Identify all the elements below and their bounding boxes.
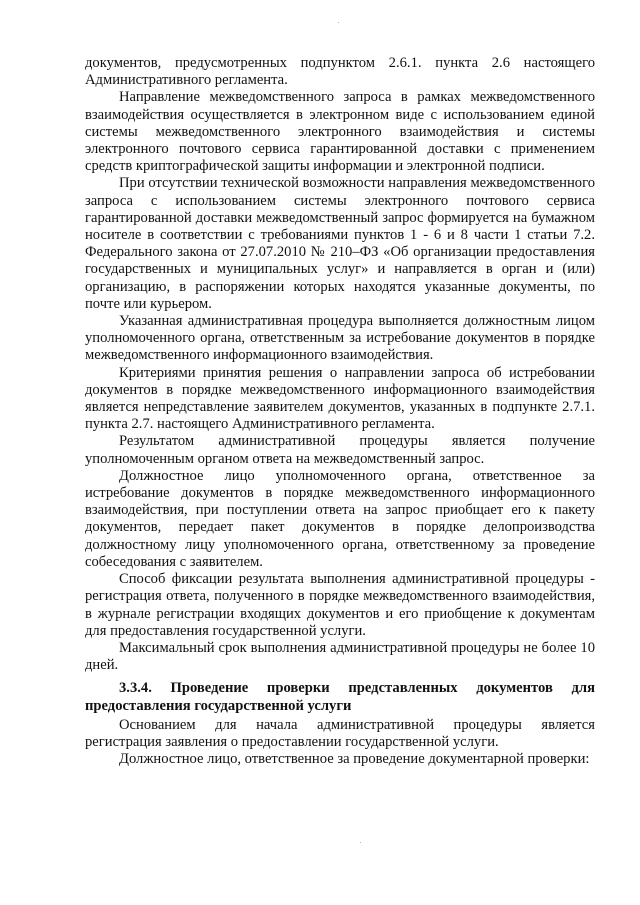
scan-speck — [338, 22, 339, 23]
paragraph-continuation: документов, предусмотренных подпунктом 2.6.1. пункта 2.6 настоящего Административного регламента. — [85, 55, 595, 89]
paragraph-procedure-result: Результатом административной процедуры является получение уполномоченным органом ответа на межведомственный запрос. — [85, 433, 595, 467]
paragraph-decision-criteria: Критериями принятия решения о направлении запроса об истребовании документов в порядке межведомственного информационного взаимодействия является непредставление заявителем документов, указанных в подпункте 2.7.1. пункта 2.7. настоящего Административного регламента. — [85, 364, 595, 433]
document-body — [85, 55, 595, 768]
paragraph-official-actions: Должностное лицо, ответственное за проведение документарной проверки: — [119, 751, 590, 768]
paragraph-responsible-official: Указанная административная процедура выполняется должностным лицом уполномоченного органа, ответственным за истребование документов в порядке межведомственного информационного взаимодействия. — [85, 313, 595, 364]
paragraph-max-duration: Максимальный срок выполнения административной процедуры не более 10 дней. — [85, 639, 595, 674]
paragraph-request-electronic: Направление межведомственного запроса в рамках межведомственного взаимодействия осуществляется в электронном виде с использованием единой системы межведомственного электронного взаимодействия и системы электронного почтового сервиса гарантированной доставки с применением средств криптографической защиты информации и электронной подписи. — [85, 89, 595, 175]
paragraph-request-paper: При отсутствии технической возможности направления межведомственного запроса с использованием системы электронного почтового сервиса гарантированной доставки межведомственный запрос формируется на бумажном носителе в соответствии с требованиями пунктов 1 - 6 и 8 части 1 статьи 7.2. Федерального закона от 27.07.2010 № 210–ФЗ «Об организации предоставления государственных и муниципальных услуг» и направляется в орган и (или) организацию, в распоряжении которых находятся указанные документы, по почте или курьером. — [85, 175, 595, 312]
paragraph-response-handling: Должностное лицо уполномоченного органа, ответственное за истребование документов в порядке межведомственного информационного взаимодействия, при поступлении ответа на запрос приобщает его к пакету документов, передает пакет документов в порядке делопроизводства должностному лицу уполномоченного органа, ответственному за проведение собеседования с заявителем. — [85, 467, 595, 570]
section-heading: 3.3.4. Проведение проверки представленных документов для предоставления государственной услуги — [85, 680, 595, 714]
paragraph-result-recording: Способ фиксации результата выполнения административной процедуры - регистрация ответа, полученного в порядке межведомственного взаимодействия, в журнале регистрации входящих документов и его приобщение к документам для предоставления государственной услуги. — [85, 571, 595, 639]
scan-speck — [360, 842, 361, 843]
paragraph-procedure-basis: Основанием для начала административной процедуры является регистрация заявления о предоставлении государственной услуги. — [85, 716, 595, 750]
